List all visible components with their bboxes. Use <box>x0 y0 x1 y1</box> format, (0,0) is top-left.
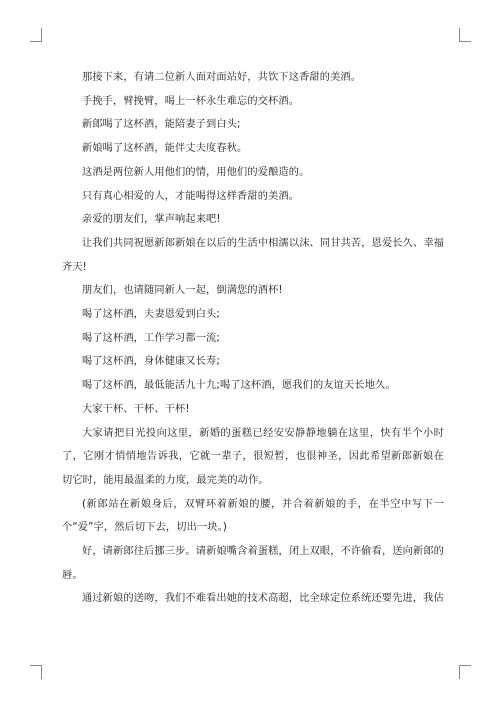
paragraph: 大家干杯、干杯、干杯! <box>82 403 190 415</box>
paragraph: 朋友们，也请随同新人一起，倒满您的酒杯! <box>82 285 283 297</box>
paragraph: 好，请新郎往后挪三步。请新娘嘴含着蛋糕，闭上双眼，不许偷看，送向新郎的唇。 <box>62 546 444 581</box>
crop-mark-top-left <box>30 28 42 42</box>
crop-mark-bottom-right <box>459 665 471 679</box>
paragraph: 大家请把目光投向这里，新婚的蛋糕已经安安静静地躺在这里，快有半个小时了，它刚才悄悄地告诉我，它就一辈子，很短暂，也很神圣，因此希望新郎新娘在切它时，能用最温柔的力度，最完美的动作。 <box>62 427 444 486</box>
paragraph: 亲爱的朋友们，掌声响起来吧! <box>82 214 221 226</box>
paragraph: 喝了这杯酒，夫妻恩爱到白头; <box>82 309 220 321</box>
paragraph: 那接下来，有请二位新人面对面站好，共饮下这香甜的美酒。 <box>82 72 362 83</box>
paragraph: 让我们共同祝愿新郎新娘在以后的生活中相濡以沫、同甘共苦，恩爱长久、幸福齐天! <box>62 237 444 273</box>
paragraph: 喝了这杯酒，身体健康又长寿; <box>82 356 220 368</box>
paragraph: 只有真心相爱的人，才能喝得这样香甜的美酒。 <box>82 190 300 202</box>
paragraph: 这酒是两位新人用他们的情，用他们的爱酿造的。 <box>82 166 310 178</box>
paragraph: 新郎喝了这杯酒，能陪妻子到白头; <box>82 119 241 131</box>
paragraph: 通过新娘的送吻，我们不难看出她的技术高超，比全球定位系统还要先进，我估 <box>82 593 444 605</box>
paragraph: 喝了这杯酒，工作学习都一流; <box>82 332 220 344</box>
paragraph: 喝了这杯酒，最低能活九十九;喝了这杯酒，愿我们的友谊天长地久。 <box>82 380 396 392</box>
crop-mark-top-right <box>459 28 471 42</box>
paragraph: (新郎站在新娘身后，双臂环着新娘的腰，并合着新娘的手，在半空中写下一个“爱”字，然后切下去，切出一块。) <box>62 498 444 534</box>
document-body <box>62 66 444 611</box>
crop-mark-bottom-left <box>30 665 42 679</box>
paragraph: 新娘喝了这杯酒，能伴丈夫度春秋。 <box>82 143 248 155</box>
paragraph: 手挽手，臂挽臂，喝上一杯永生难忘的交杯酒。 <box>82 95 300 107</box>
